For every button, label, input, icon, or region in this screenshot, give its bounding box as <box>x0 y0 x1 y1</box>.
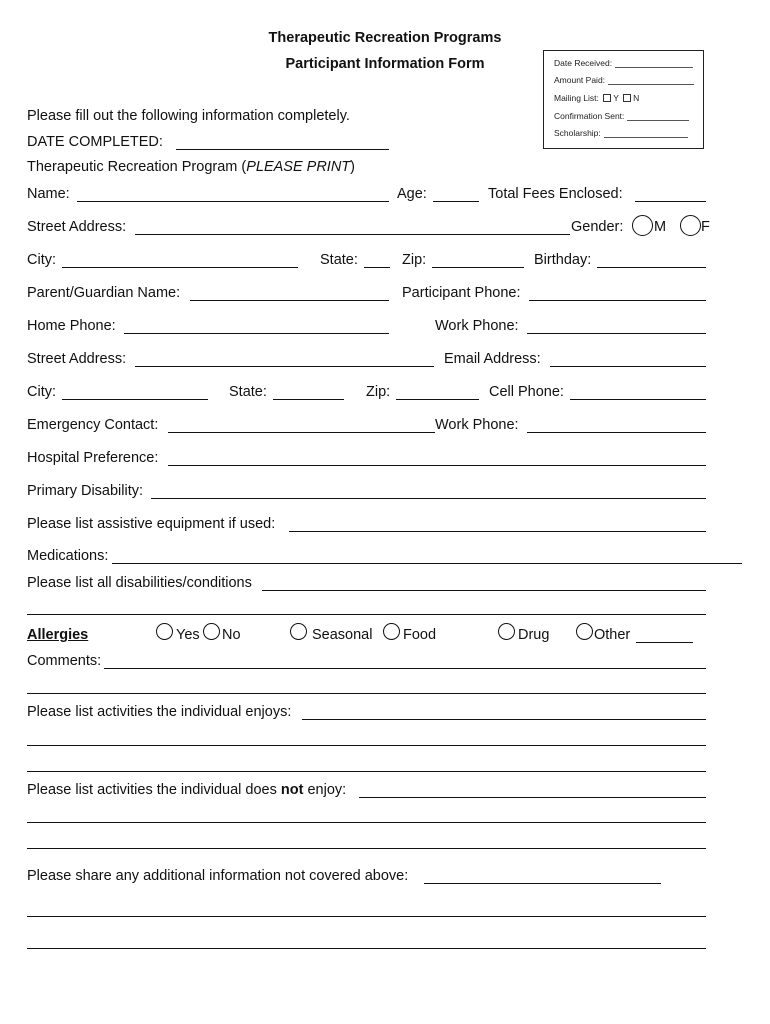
state-label: State: <box>320 252 358 268</box>
date-completed-field[interactable] <box>176 149 389 150</box>
medications-label: Medications: <box>27 548 109 564</box>
guardian-city-label: City: <box>27 384 56 400</box>
primary-disability-field[interactable] <box>151 498 706 499</box>
scholarship-row <box>554 128 688 138</box>
emergency-work-phone-label: Work Phone: <box>435 417 519 433</box>
allergies-label: Allergies <box>27 627 89 643</box>
enjoys-field-line-2[interactable] <box>27 745 706 746</box>
age-field[interactable] <box>433 201 479 202</box>
program-label: Therapeutic Recreation Program (PLEASE PRINT) <box>27 159 356 175</box>
gender-f-label: F <box>701 219 710 235</box>
assistive-equipment-field[interactable] <box>289 531 706 532</box>
disabilities-label: Please list all disabilities/conditions <box>27 575 252 591</box>
comments-field[interactable] <box>104 668 706 669</box>
allergy-seasonal-radio[interactable] <box>290 623 307 640</box>
guardian-state-field[interactable] <box>273 399 344 400</box>
parent-guardian-field[interactable] <box>190 300 389 301</box>
gender-label: Gender: <box>571 219 624 235</box>
hospital-label: Hospital Preference: <box>27 450 159 466</box>
not-enjoy-field-line-3[interactable] <box>27 848 706 849</box>
confirmation-row <box>554 111 689 121</box>
additional-info-field[interactable] <box>424 883 661 884</box>
enjoys-field[interactable] <box>302 719 706 720</box>
street-address-field[interactable] <box>135 234 570 235</box>
zip-field[interactable] <box>432 267 524 268</box>
cell-phone-field[interactable] <box>570 399 706 400</box>
gender-m-radio[interactable] <box>632 215 653 236</box>
street-address-label: Street Address: <box>27 219 127 235</box>
enjoys-label: Please list activities the individual enjoys: <box>27 704 292 720</box>
date-received-row <box>554 58 693 68</box>
gender-f-radio[interactable] <box>680 215 701 236</box>
allergy-no-label: No <box>222 627 241 643</box>
form-title: Therapeutic Recreation Programs <box>268 30 502 46</box>
total-fees-label: Total Fees Enclosed: <box>488 186 623 202</box>
confirmation-sent-field[interactable] <box>627 120 689 121</box>
guardian-street-label: Street Address: <box>27 351 127 367</box>
mailing-no-label: N <box>633 93 640 103</box>
hospital-field[interactable] <box>168 465 706 466</box>
guardian-state-label: State: <box>229 384 267 400</box>
mailing-list-label: Mailing List: <box>554 93 599 103</box>
enjoys-field-line-3[interactable] <box>27 771 706 772</box>
amount-paid-field[interactable] <box>608 84 694 85</box>
email-field[interactable] <box>550 366 706 367</box>
mailing-no-checkbox[interactable] <box>623 94 631 102</box>
mailing-yes-checkbox[interactable] <box>603 94 611 102</box>
additional-info-field-line-2[interactable] <box>27 916 706 917</box>
zip-label: Zip: <box>402 252 427 268</box>
total-fees-field[interactable] <box>635 201 706 202</box>
guardian-zip-label: Zip: <box>366 384 391 400</box>
disabilities-field[interactable] <box>262 590 706 591</box>
scholarship-label: Scholarship: <box>554 128 601 138</box>
birthday-label: Birthday: <box>534 252 592 268</box>
instructions-text: Please fill out the following information completely. <box>27 108 350 124</box>
not-enjoy-label: Please list activities the individual does not enjoy: <box>27 782 347 798</box>
date-received-field[interactable] <box>615 67 693 68</box>
emergency-contact-field[interactable] <box>168 432 435 433</box>
allergy-food-radio[interactable] <box>383 623 400 640</box>
cell-phone-label: Cell Phone: <box>489 384 564 400</box>
work-phone-label: Work Phone: <box>435 318 519 334</box>
participant-phone-field[interactable] <box>529 300 706 301</box>
amount-paid-row <box>554 75 694 85</box>
city-label: City: <box>27 252 56 268</box>
home-phone-label: Home Phone: <box>27 318 116 334</box>
amount-paid-label: Amount Paid: <box>554 75 606 85</box>
primary-disability-label: Primary Disability: <box>27 483 144 499</box>
allergy-seasonal-label: Seasonal <box>312 627 373 643</box>
form-subtitle: Participant Information Form <box>285 56 485 72</box>
emergency-contact-label: Emergency Contact: <box>27 417 159 433</box>
gender-m-label: M <box>654 219 667 235</box>
age-label: Age: <box>397 186 427 202</box>
allergy-other-field[interactable] <box>636 642 693 643</box>
parent-guardian-label: Parent/Guardian Name: <box>27 285 181 301</box>
home-phone-field[interactable] <box>124 333 389 334</box>
assistive-equipment-label: Please list assistive equipment if used: <box>27 516 276 532</box>
allergy-no-radio[interactable] <box>203 623 220 640</box>
medications-field[interactable] <box>112 563 742 564</box>
allergy-other-label: Other <box>594 627 631 643</box>
not-enjoy-field-line-2[interactable] <box>27 822 706 823</box>
date-completed-label: DATE COMPLETED: <box>27 134 163 150</box>
guardian-zip-field[interactable] <box>396 399 479 400</box>
work-phone-field[interactable] <box>527 333 706 334</box>
mailing-yes-label: Y <box>613 93 619 103</box>
state-field[interactable] <box>364 267 390 268</box>
birthday-field[interactable] <box>597 267 706 268</box>
participant-phone-label: Participant Phone: <box>402 285 521 301</box>
name-label: Name: <box>27 186 70 202</box>
allergy-other-radio[interactable] <box>576 623 593 640</box>
name-field[interactable] <box>77 201 389 202</box>
allergy-drug-radio[interactable] <box>498 623 515 640</box>
guardian-city-field[interactable] <box>62 399 208 400</box>
mailing-list-row <box>554 93 639 103</box>
allergy-yes-radio[interactable] <box>156 623 173 640</box>
disabilities-field-line-2[interactable] <box>27 614 706 615</box>
additional-info-field-line-3[interactable] <box>27 948 706 949</box>
allergy-food-label: Food <box>403 627 437 643</box>
email-label: Email Address: <box>444 351 541 367</box>
city-field[interactable] <box>62 267 298 268</box>
additional-info-label: Please share any additional information not covered above: <box>27 868 409 884</box>
scholarship-field[interactable] <box>604 137 688 138</box>
allergy-yes-label: Yes <box>176 627 200 643</box>
date-received-label: Date Received: <box>554 58 613 68</box>
allergy-drug-label: Drug <box>518 627 550 643</box>
comments-label: Comments: <box>27 653 102 669</box>
comments-field-line-2[interactable] <box>27 693 706 694</box>
confirmation-sent-label: Confirmation Sent: <box>554 111 625 121</box>
office-use-box <box>543 50 704 149</box>
emergency-work-phone-field[interactable] <box>527 432 706 433</box>
not-enjoy-field[interactable] <box>359 797 706 798</box>
guardian-street-field[interactable] <box>135 366 434 367</box>
